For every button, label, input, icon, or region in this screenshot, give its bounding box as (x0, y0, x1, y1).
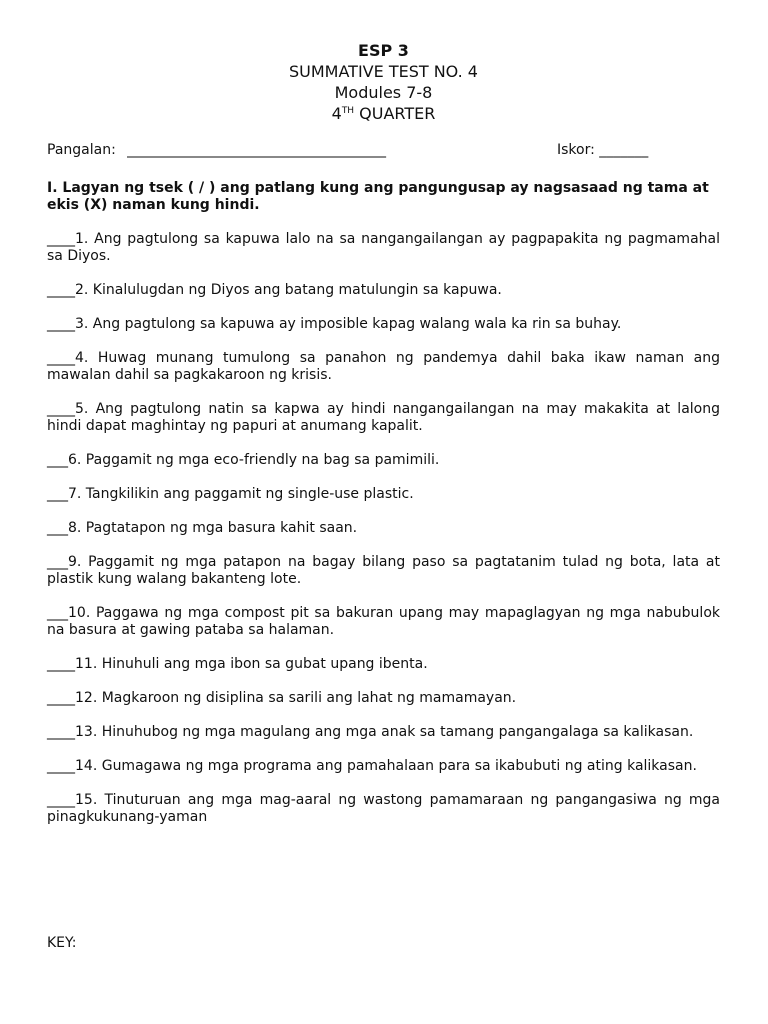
question-item: ___7. Tangkilikin ang paggamit ng single-use plastic. (47, 486, 414, 502)
question-item: ____13. Hinuhubog ng mga magulang ang mga anak sa tamang pangangalaga sa kalikasan. (47, 724, 694, 740)
question-item: ___10. Paggawa ng mga compost pit sa bakuran upang may mapaglagyan ng mga nabubulok na basura at gawing pataba sa halaman. (47, 605, 720, 638)
question-item: ____12. Magkaroon ng disiplina sa sarili ang lahat ng mamamayan. (47, 690, 517, 706)
quarter-label (47, 103, 720, 124)
question-item: ____14. Gumagawa ng mga programa ang pamahalaan para sa ikabubuti ng ating kalikasan. (47, 758, 697, 774)
answer-key-label: KEY: (47, 935, 77, 951)
name-label: Pangalan: (47, 142, 116, 158)
quarter-word: QUARTER (354, 104, 436, 123)
modules-label: Modules 7-8 (334, 83, 433, 102)
question-item: ____4. Huwag munang tumulong sa panahon ng pandemya dahil baka ikaw naman ang mawalan dahil sa pagkakaroon ng krisis. (47, 350, 720, 383)
document-header (47, 40, 720, 124)
quarter-superscript: TH (341, 106, 355, 116)
question-item: ____1. Ang pagtulong sa kapuwa lalo na sa nangangailangan ay pagpapakita ng pagmamahal sa Diyos. (47, 231, 720, 264)
document-subtitle: SUMMATIVE TEST NO. 4 (289, 62, 478, 81)
instructions: I. Lagyan ng tsek ( / ) ang patlang kung ang pangungusap ay nagsasaad ng tama at ekis (X) naman kung hindi. (47, 180, 709, 213)
quarter-number: 4 (331, 104, 342, 123)
question-item: ____2. Kinalulugdan ng Diyos ang batang matulungin sa kapuwa. (47, 282, 502, 298)
question-item: ____11. Hinuhuli ang mga ibon sa gubat upang ibenta. (47, 656, 428, 672)
question-list (47, 231, 720, 826)
document-title: ESP 3 (358, 41, 409, 60)
name-score-row (47, 142, 720, 162)
question-item: ____15. Tinuturuan ang mga mag-aaral ng wastong pamamaraan ng pangangasiwa ng mga pinagkukunang-yaman (47, 792, 720, 825)
question-item: ___6. Paggamit ng mga eco-friendly na bag sa pamimili. (47, 452, 440, 468)
question-item: ___9. Paggamit ng mga patapon na bagay bilang paso sa pagtatanim tulad ng bota, lata at plastik kung walang bakanteng lote. (47, 554, 720, 587)
test-page (47, 40, 720, 843)
score-field: Iskor: _______ (557, 142, 649, 158)
question-item: ____3. Ang pagtulong sa kapuwa ay imposible kapag walang wala ka rin sa buhay. (47, 316, 622, 332)
question-item: ____5. Ang pagtulong natin sa kapwa ay hindi nangangailangan na may makakita at lalong hindi dapat maghintay ng papuri at anumang kapalit. (47, 401, 720, 434)
question-item: ___8. Pagtatapon ng mga basura kahit saan. (47, 520, 358, 536)
name-blank: _____________________________________ (127, 142, 386, 158)
